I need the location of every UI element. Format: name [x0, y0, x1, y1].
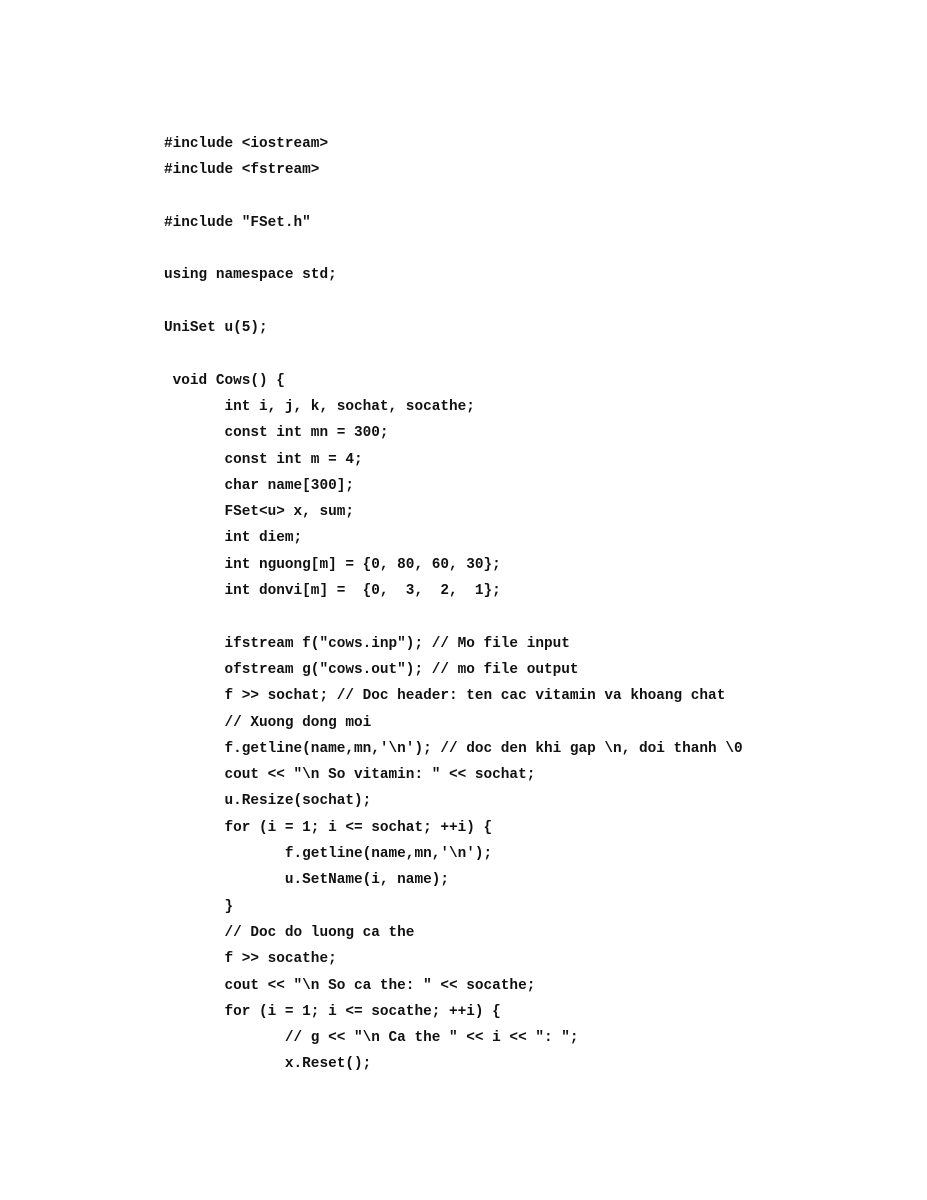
code-line: u.Resize(sochat);	[164, 793, 372, 810]
code-line: f.getline(name,mn,'\n'); // doc den khi gap \n, doi thanh \0	[164, 740, 743, 757]
code-line: f.getline(name,mn,'\n');	[164, 846, 493, 863]
code-line: ifstream f("cows.inp"); // Mo file input	[164, 635, 570, 652]
code-line: // Xuong dong moi	[164, 714, 372, 731]
blank-line	[164, 236, 743, 262]
code-line: int nguong[m] = {0, 80, 60, 30};	[164, 556, 501, 573]
blank-line	[164, 184, 743, 210]
code-line: UniSet u(5);	[164, 320, 268, 337]
code-line: // g << "\n Ca the " << i << ": ";	[164, 1030, 579, 1047]
code-line: f >> sochat; // Doc header: ten cac vitamin va khoang chat	[164, 688, 726, 705]
code-line: const int m = 4;	[164, 451, 363, 468]
code-line: int donvi[m] = {0, 3, 2, 1};	[164, 583, 501, 600]
code-line: char name[300];	[164, 477, 354, 494]
blank-line	[164, 604, 743, 630]
code-line: int i, j, k, sochat, socathe;	[164, 398, 475, 415]
code-line: }	[164, 898, 234, 915]
code-line: for (i = 1; i <= socathe; ++i) {	[164, 1003, 501, 1020]
code-line: FSet<u> x, sum;	[164, 504, 354, 521]
code-line: #include <fstream>	[164, 162, 320, 179]
code-line: cout << "\n So ca the: " << socathe;	[164, 977, 536, 994]
blank-line	[164, 289, 743, 315]
blank-line	[164, 341, 743, 367]
code-line: x.Reset();	[164, 1056, 372, 1073]
code-line: ofstream g("cows.out"); // mo file output	[164, 661, 579, 678]
code-line: int diem;	[164, 530, 303, 547]
code-line: for (i = 1; i <= sochat; ++i) {	[164, 819, 493, 836]
code-line: #include "FSet.h"	[164, 214, 311, 231]
code-line: // Doc do luong ca the	[164, 924, 415, 941]
code-line: #include <iostream>	[164, 136, 329, 152]
code-line: cout << "\n So vitamin: " << sochat;	[164, 767, 536, 784]
code-listing	[164, 131, 743, 1078]
code-line: u.SetName(i, name);	[164, 872, 449, 889]
code-line: const int mn = 300;	[164, 425, 389, 442]
code-line: void Cows() {	[164, 372, 285, 389]
code-line: using namespace std;	[164, 267, 337, 284]
code-line: f >> socathe;	[164, 951, 337, 968]
